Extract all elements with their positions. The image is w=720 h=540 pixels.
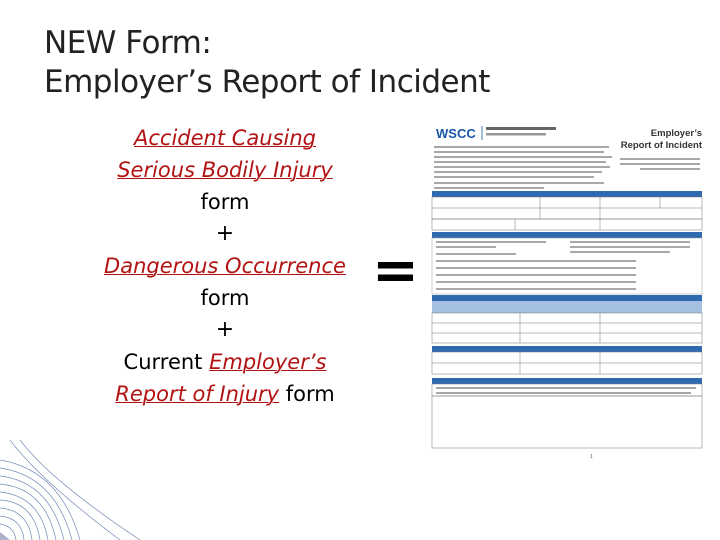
form-title-2: Report of Incident xyxy=(620,140,702,151)
title-line-2: Employer’s Report of Incident xyxy=(44,64,490,100)
form-suffix: form xyxy=(200,286,250,310)
slide-title xyxy=(44,24,604,102)
plus-sign: + xyxy=(215,317,235,342)
form-name: Employer’s Report of Injury xyxy=(115,350,327,406)
form-title-1: Employer’s xyxy=(650,128,702,139)
form-suffix: form xyxy=(279,382,335,406)
form-item-report-of-injury xyxy=(95,346,355,410)
wscc-logo: WSCC xyxy=(436,126,476,141)
form-item-serious-injury xyxy=(95,122,355,218)
form-preview-image xyxy=(420,118,710,478)
form-name: Dangerous Occurrence xyxy=(104,254,346,278)
decorative-swirl-graphic xyxy=(0,440,160,540)
form-prefix: Current xyxy=(123,350,210,374)
form-name: Accident Causing Serious Bodily Injury xyxy=(117,126,333,182)
form-item-dangerous-occurrence xyxy=(95,250,355,314)
page-number: 1 xyxy=(590,454,593,460)
form-combination-list xyxy=(95,122,355,410)
plus-sign: + xyxy=(215,221,235,246)
form-suffix: form xyxy=(200,190,250,214)
equals-sign: = xyxy=(372,238,419,303)
title-line-1: NEW Form: xyxy=(44,25,212,61)
